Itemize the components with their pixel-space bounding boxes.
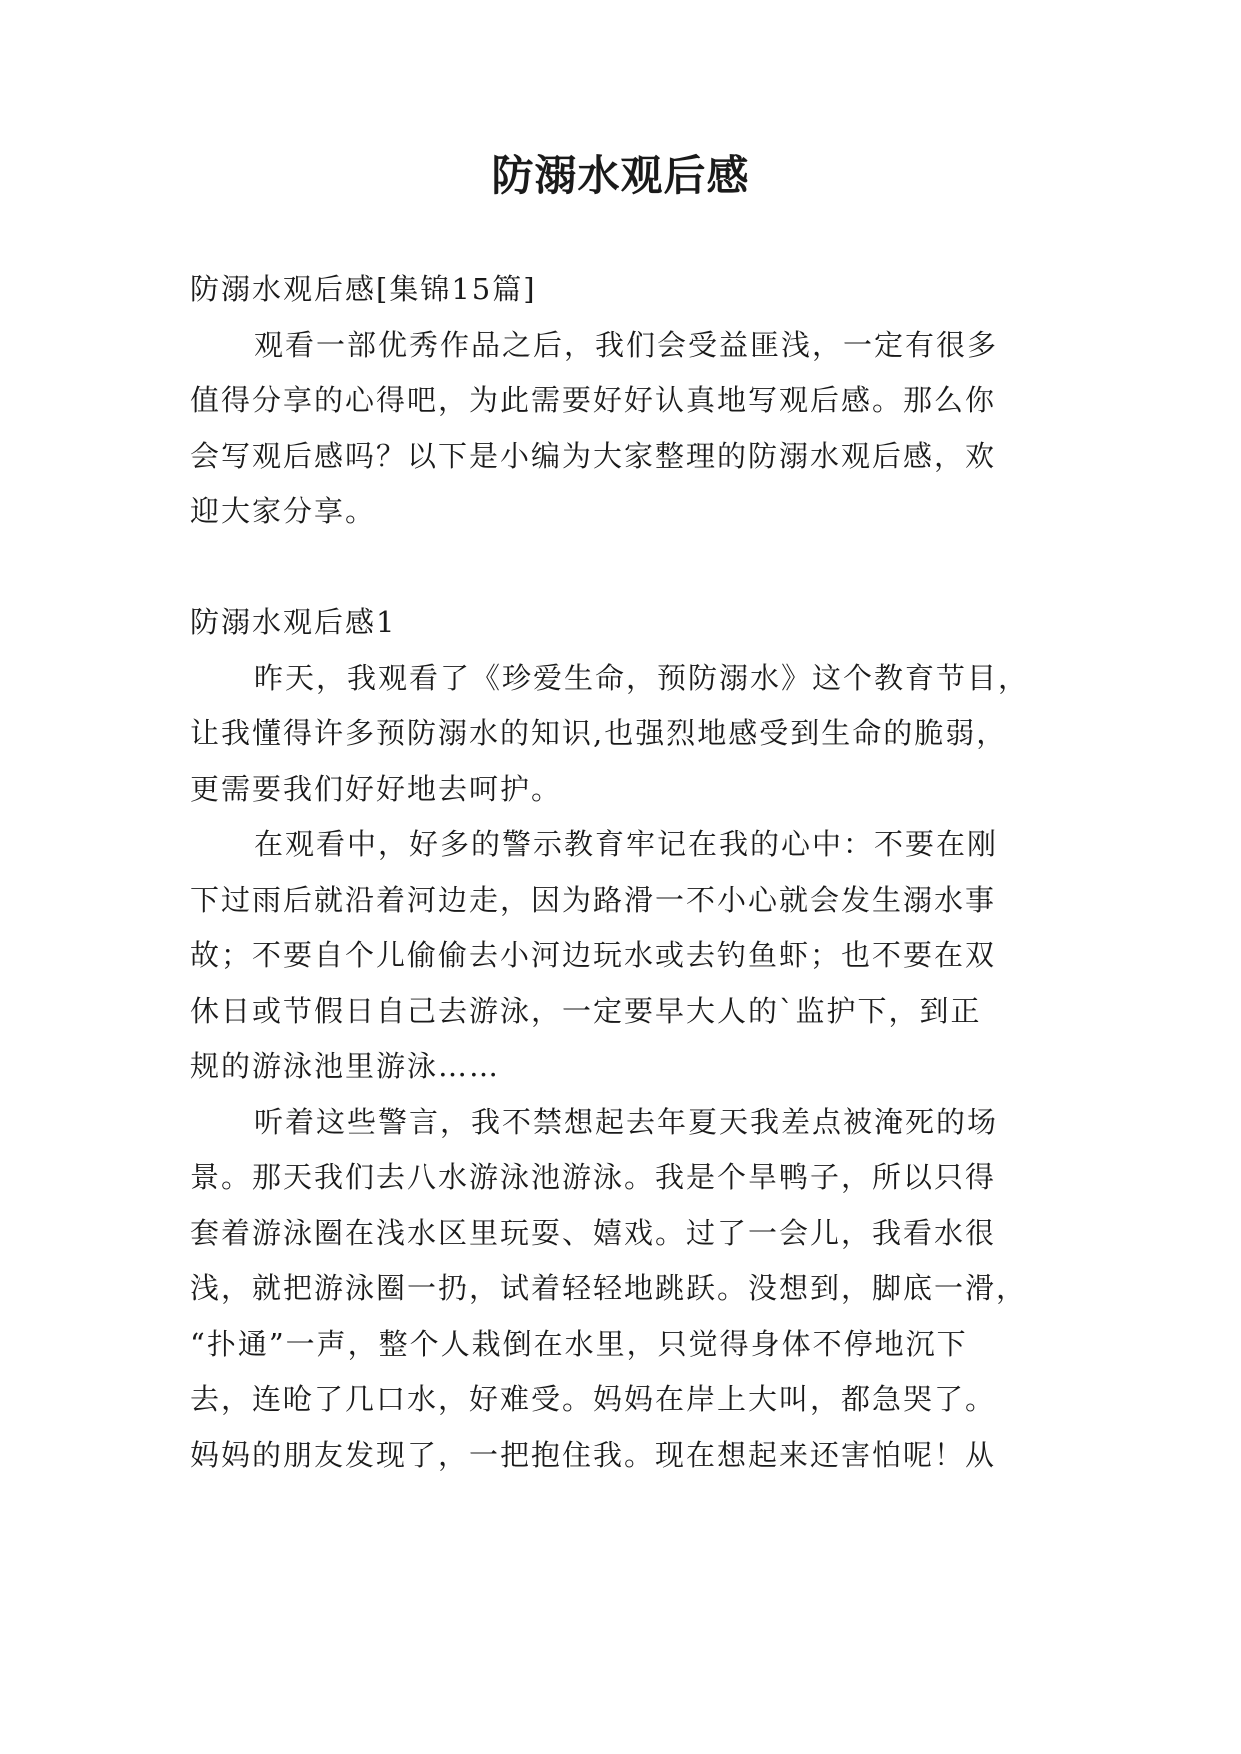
paragraph-line: 昨天，我观看了《珍爱生命，预防溺水》这个教育节目， [254, 660, 1030, 695]
paragraph-line: 更需要我们好好地去呵护。 [190, 771, 563, 806]
paragraph-line: 观看一部优秀作品之后，我们会受益匪浅，一定有很多 [254, 327, 999, 362]
paragraph-line: 故；不要自个儿偷偷去小河边玩水或去钓鱼虾；也不要在双 [190, 938, 997, 972]
paragraph-line: 让我懂得许多预防溺水的知识,也强烈地感受到生命的脆弱， [190, 716, 1008, 750]
section-spacer [190, 540, 1070, 596]
paragraph-line: 景。那天我们去八水游泳池游泳。我是个旱鸭子，所以只得 [190, 1160, 997, 1194]
document-body [190, 262, 1070, 1483]
paragraph-line: 在观看中，好多的警示教育牢记在我的心中：不要在刚 [254, 827, 999, 861]
document-subtitle: 防溺水观后感[集锦15篇] [190, 272, 537, 306]
paragraph-line: 听着这些警言，我不禁想起去年夏天我差点被淹死的场 [254, 1104, 999, 1139]
paragraph-line: 规的游泳池里游泳…… [190, 1049, 501, 1083]
paragraph-line: 浅，就把游泳圈一扔，试着轻轻地跳跃。没想到，脚底一滑， [190, 1271, 1028, 1305]
paragraph-line: 妈妈的朋友发现了，一把抱住我。现在想起来还害怕呢！从 [190, 1437, 997, 1472]
section1-paragraph-3 [190, 1095, 1070, 1484]
paragraph-line: 值得分享的心得吧，为此需要好好认真地写观后感。那么你 [190, 383, 997, 417]
paragraph-line: 会写观后感吗？以下是小编为大家整理的防溺水观后感，欢 [190, 438, 997, 473]
section1-paragraph-2 [190, 817, 1070, 1095]
intro-paragraph [190, 318, 1070, 540]
paragraph-line: 迎大家分享。 [190, 494, 377, 528]
paragraph-line: 套着游泳圈在浅水区里玩耍、嬉戏。过了一会儿，我看水很 [190, 1215, 997, 1250]
document-title: 防溺水观后感 [491, 151, 750, 200]
paragraph-line: “扑通”一声，整个人栽倒在水里，只觉得身体不停地沉下 [190, 1326, 968, 1361]
paragraph-line: 休日或节假日自己去游泳，一定要早大人的`监护下，到正 [190, 993, 982, 1028]
section1-paragraph-1 [190, 651, 1070, 818]
paragraph-line: 去，连呛了几口水，好难受。妈妈在岸上大叫，都急哭了。 [190, 1382, 997, 1416]
paragraph-line: 下过雨后就沿着河边走，因为路滑一不小心就会发生溺水事 [190, 882, 997, 917]
section-heading: 防溺水观后感1 [190, 605, 397, 639]
